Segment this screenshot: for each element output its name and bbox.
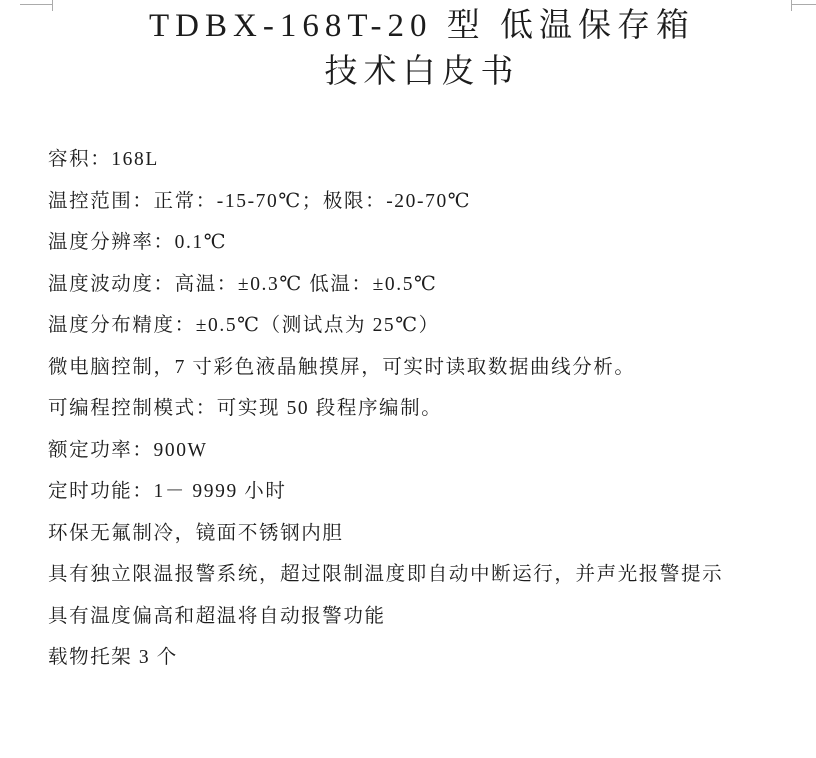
document-title-line2: 技术白皮书 <box>324 54 520 90</box>
spec-list <box>48 139 796 679</box>
spec-line-programmable-mode: 可编程控制模式：可实现 50 段程序编制。 <box>48 398 443 419</box>
spec-line-temp-fluctuation: 温度波动度：高温：±0.3℃ 低温：±0.5℃ <box>48 273 438 295</box>
spec-line-microcomputer-control: 微电脑控制，7 寸彩色液晶触摸屏，可实时读取数据曲线分析。 <box>48 356 636 378</box>
spec-line-volume: 容积：168L <box>48 149 159 170</box>
spec-line-eco-refrigeration: 环保无氟制冷，镜面不锈钢内胆 <box>48 522 344 544</box>
text-boundary-mark-top-left-horizontal <box>20 4 53 5</box>
spec-line-overtemp-alarm: 具有温度偏高和超温将自动报警功能 <box>48 605 386 627</box>
document-title-line1: TDBX-168T-20 型 低温保存箱 <box>149 8 695 44</box>
spec-line-timer-function: 定时功能：1－ 9999 小时 <box>48 481 287 502</box>
spec-line-rated-power: 额定功率：900W <box>48 439 208 461</box>
spec-line-temp-control-range: 温控范围：正常：-15-70℃；极限：-20-70℃ <box>48 190 472 212</box>
spec-line-temp-uniformity: 温度分布精度：±0.5℃（测试点为 25℃） <box>48 315 440 336</box>
spec-line-shelves: 载物托架 3 个 <box>48 647 178 668</box>
document-title <box>52 3 792 95</box>
text-boundary-mark-top-right-horizontal <box>792 4 816 5</box>
spec-line-limit-alarm-system: 具有独立限温报警系统，超过限制温度即自动中断运行，并声光报警提示 <box>48 564 724 585</box>
spec-line-temp-resolution: 温度分辨率：0.1℃ <box>48 232 228 253</box>
